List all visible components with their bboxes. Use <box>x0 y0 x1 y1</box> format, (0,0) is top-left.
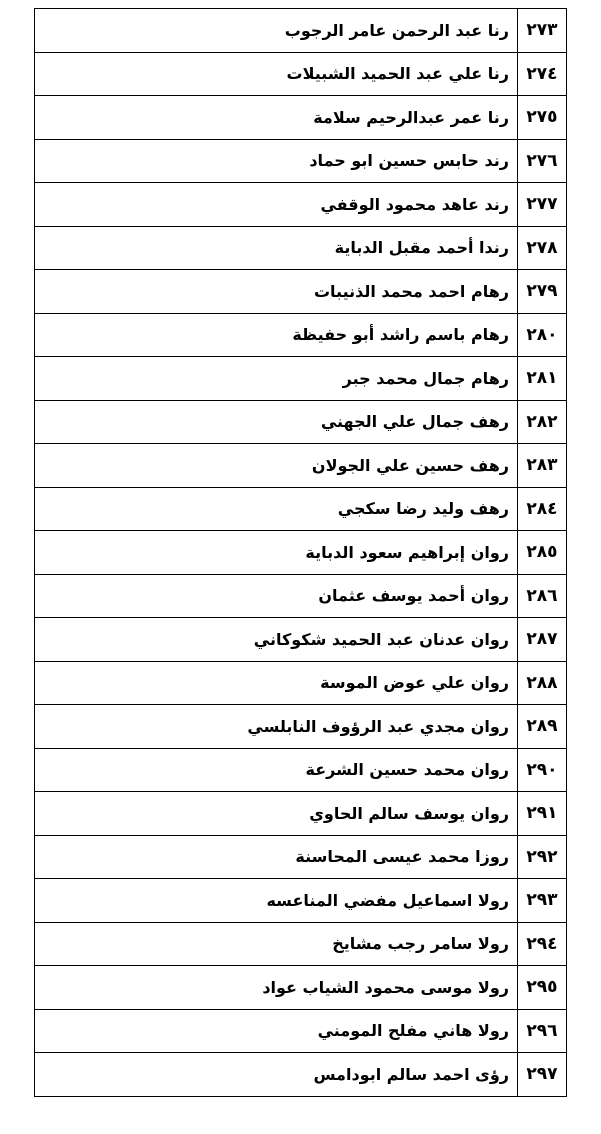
student-name: رندا أحمد مقبل الدباية <box>35 226 518 270</box>
row-number: ٢٨٥ <box>518 531 567 575</box>
row-number: ٢٨٦ <box>518 574 567 618</box>
row-number: ٢٩٦ <box>518 1009 567 1053</box>
student-name: رند عاهد محمود الوقفي <box>35 183 518 227</box>
table-row <box>35 574 567 618</box>
student-name: روان مجدي عبد الرؤوف النابلسي <box>35 705 518 749</box>
row-number: ٢٩٧ <box>518 1053 567 1097</box>
table-row <box>35 139 567 183</box>
row-number: ٢٨٩ <box>518 705 567 749</box>
table-row <box>35 531 567 575</box>
table-row <box>35 270 567 314</box>
row-number: ٢٨٤ <box>518 487 567 531</box>
student-name: رهام باسم راشد أبو حفيظة <box>35 313 518 357</box>
table-row <box>35 444 567 488</box>
row-number: ٢٨٧ <box>518 618 567 662</box>
table-row <box>35 96 567 140</box>
row-number: ٢٨٠ <box>518 313 567 357</box>
row-number: ٢٧٨ <box>518 226 567 270</box>
row-number: ٢٧٩ <box>518 270 567 314</box>
row-number: ٢٧٤ <box>518 52 567 96</box>
student-name: رولا هاني مفلح المومني <box>35 1009 518 1053</box>
student-name: روان إبراهيم سعود الدباية <box>35 531 518 575</box>
table-row <box>35 226 567 270</box>
names-table-body <box>35 9 567 1097</box>
student-name: روان محمد حسين الشرعة <box>35 748 518 792</box>
names-table <box>34 8 567 1097</box>
row-number: ٢٩٠ <box>518 748 567 792</box>
table-row <box>35 661 567 705</box>
student-name: رولا موسى محمود الشياب عواد <box>35 966 518 1010</box>
student-name: رنا عمر عبدالرحيم سلامة <box>35 96 518 140</box>
student-name: روان عدنان عبد الحميد شكوكاني <box>35 618 518 662</box>
row-number: ٢٨١ <box>518 357 567 401</box>
table-row <box>35 966 567 1010</box>
table-row <box>35 487 567 531</box>
table-row <box>35 357 567 401</box>
row-number: ٢٩٥ <box>518 966 567 1010</box>
student-name: رولا سامر رجب مشايخ <box>35 922 518 966</box>
row-number: ٢٨٢ <box>518 400 567 444</box>
table-row <box>35 52 567 96</box>
table-row <box>35 922 567 966</box>
student-name: رهف جمال علي الجهني <box>35 400 518 444</box>
table-row <box>35 792 567 836</box>
table-row <box>35 183 567 227</box>
student-name: رولا اسماعيل مفضي المناعسه <box>35 879 518 923</box>
student-name: رهف حسين علي الجولان <box>35 444 518 488</box>
student-name: رهف وليد رضا سكجي <box>35 487 518 531</box>
table-row <box>35 1053 567 1097</box>
table-row <box>35 748 567 792</box>
row-number: ٢٩٢ <box>518 835 567 879</box>
row-number: ٢٩٤ <box>518 922 567 966</box>
row-number: ٢٧٥ <box>518 96 567 140</box>
row-number: ٢٩٣ <box>518 879 567 923</box>
student-name: روان يوسف سالم الحاوي <box>35 792 518 836</box>
student-name: رنا علي عبد الحميد الشبيلات <box>35 52 518 96</box>
row-number: ٢٨٨ <box>518 661 567 705</box>
table-row <box>35 835 567 879</box>
table-row <box>35 313 567 357</box>
table-row <box>35 9 567 53</box>
row-number: ٢٨٣ <box>518 444 567 488</box>
table-row <box>35 879 567 923</box>
student-name: رند حابس حسين ابو حماد <box>35 139 518 183</box>
student-name: رهام جمال محمد جبر <box>35 357 518 401</box>
row-number: ٢٧٣ <box>518 9 567 53</box>
student-name: روان أحمد يوسف عثمان <box>35 574 518 618</box>
row-number: ٢٧٧ <box>518 183 567 227</box>
table-row <box>35 400 567 444</box>
table-row <box>35 705 567 749</box>
student-name: رؤى احمد سالم ابودامس <box>35 1053 518 1097</box>
row-number: ٢٧٦ <box>518 139 567 183</box>
table-row <box>35 618 567 662</box>
student-name: رنا عبد الرحمن عامر الرجوب <box>35 9 518 53</box>
student-name: روزا محمد عيسى المحاسنة <box>35 835 518 879</box>
student-name: رهام احمد محمد الذنيبات <box>35 270 518 314</box>
student-name: روان علي عوض الموسة <box>35 661 518 705</box>
row-number: ٢٩١ <box>518 792 567 836</box>
table-row <box>35 1009 567 1053</box>
